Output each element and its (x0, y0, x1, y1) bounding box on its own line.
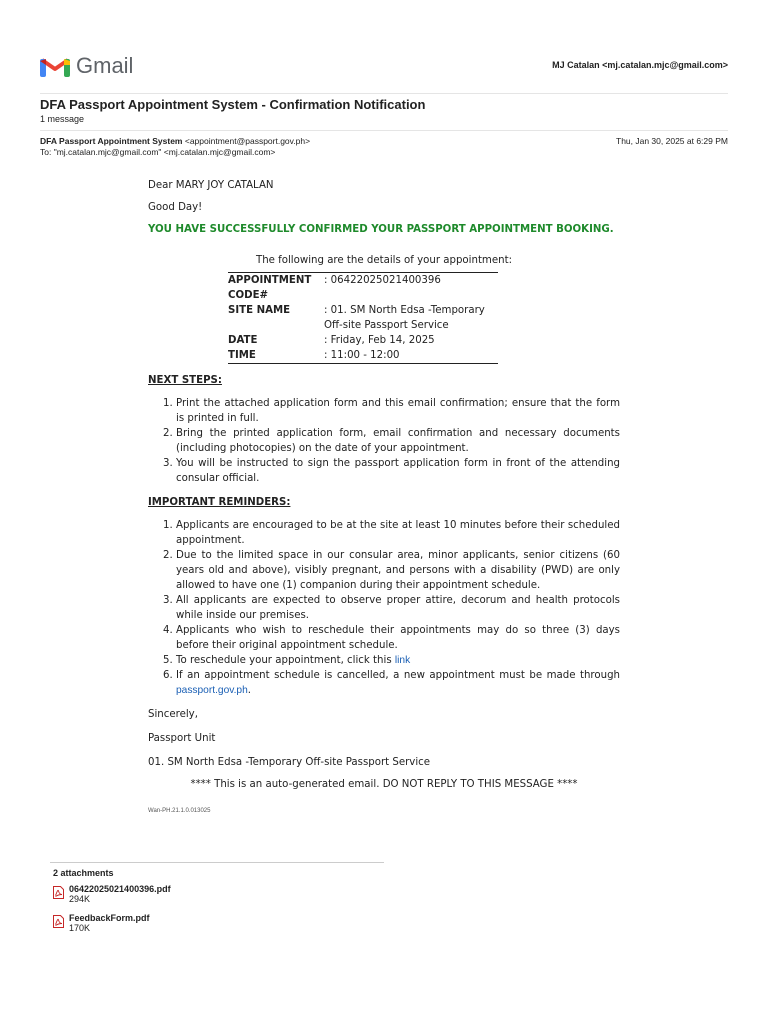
details-intro: The following are the details of your appointment: (255, 255, 513, 266)
attachment-size: 294K (69, 894, 91, 904)
reminder-end: . (247, 685, 251, 696)
list-item (176, 668, 620, 698)
list-item: 3. You will be instructed to sign the passport application form in front of the attending consular official. (176, 456, 620, 486)
salutation: Dear MARY JOY CATALAN (148, 180, 274, 191)
detail-key: SITE NAME (228, 305, 291, 316)
signature-site: 01. SM North Edsa -Temporary Off-site Passport Service (148, 757, 431, 768)
appointment-details-table (228, 272, 498, 364)
greeting: Good Day! (148, 202, 203, 213)
attachments-title: 2 attachments (53, 868, 114, 878)
detail-value: : 01. SM North Edsa -Temporary Off-site Passport Service (324, 305, 485, 331)
reminder-text: To reschedule your appointment, click this (176, 655, 395, 666)
pdf-icon (53, 886, 64, 899)
attachment-name[interactable]: FeedbackForm.pdf (69, 913, 150, 923)
account-info: MJ Catalan <mj.catalan.mjc@gmail.com> (552, 60, 728, 70)
email-body (148, 178, 620, 819)
attachments-divider (50, 862, 384, 863)
list-item: 2. Bring the printed application form, email confirmation and necessary documents (including photocopies) on the date of your appointment. (176, 426, 620, 456)
sender-email: <appointment@passport.gov.ph> (184, 136, 311, 146)
list-item: 4. Applicants who wish to reschedule their appointments may do so three (3) days before their original appointment schedule. (176, 623, 620, 653)
list-item: 1. Print the attached application form and this email confirmation; ensure that the form is printed in full. (176, 396, 620, 426)
signature-unit: Passport Unit (148, 733, 216, 744)
message-count: 1 message (40, 114, 85, 124)
list-item: 2. Due to the limited space in our consular area, minor applicants, senior citizens (60 years old and above), visibly pregnant, and persons with a disability (PWD) are only allowed to have one (1) companion during their appointment schedule. (176, 548, 620, 593)
reminders-title: IMPORTANT REMINDERS: (148, 497, 291, 508)
version-text: Wan-PH.21.1.0.013025 (148, 808, 211, 814)
detail-key: APPOINTMENT CODE# (228, 275, 312, 301)
next-steps-title: NEXT STEPS: (148, 375, 222, 386)
table-row (228, 303, 498, 333)
reminders-list (148, 518, 620, 698)
sender-name: DFA Passport Appointment System (40, 136, 183, 146)
detail-value: : Friday, Feb 14, 2025 (324, 335, 435, 346)
table-row (228, 273, 498, 304)
gmail-logo-icon (40, 54, 70, 78)
divider (40, 130, 728, 131)
list-item: 1. Applicants are encouraged to be at the site at least 10 minutes before their scheduled appointment. (176, 518, 620, 548)
attachment-size: 170K (69, 923, 91, 933)
detail-key: DATE (228, 335, 258, 346)
list-item (176, 653, 620, 668)
message-date: Thu, Jan 30, 2025 at 6:29 PM (616, 136, 728, 146)
passport-site-link[interactable]: passport.gov.ph (176, 685, 248, 696)
detail-value: : 06422025021400396 (324, 275, 441, 286)
recipient: To: "mj.catalan.mjc@gmail.com" <mj.catalan.mjc@gmail.com> (40, 147, 276, 157)
sender (40, 136, 310, 146)
email-subject: DFA Passport Appointment System - Confirmation Notification (40, 97, 426, 112)
detail-key: TIME (228, 350, 256, 361)
list-item: 3. All applicants are expected to observe proper attire, decorum and health protocols while inside our premises. (176, 593, 620, 623)
reminder-text: If an appointment schedule is cancelled, a new appointment must be made through (176, 670, 620, 681)
pdf-icon (53, 915, 64, 928)
table-row (228, 348, 498, 364)
next-steps-list (148, 396, 620, 486)
gmail-logo-text: Gmail (76, 53, 134, 78)
closing: Sincerely, (148, 709, 198, 720)
table-row (228, 333, 498, 348)
attachment-name[interactable]: 06422025021400396.pdf (69, 884, 171, 894)
reschedule-link[interactable]: link (394, 655, 411, 666)
confirmation-message: YOU HAVE SUCCESSFULLY CONFIRMED YOUR PASSPORT APPOINTMENT BOOKING. (148, 224, 614, 235)
detail-value: : 11:00 - 12:00 (324, 350, 400, 361)
divider (40, 93, 728, 94)
auto-generated-notice: **** This is an auto-generated email. DO NOT REPLY TO THIS MESSAGE **** (190, 779, 578, 790)
